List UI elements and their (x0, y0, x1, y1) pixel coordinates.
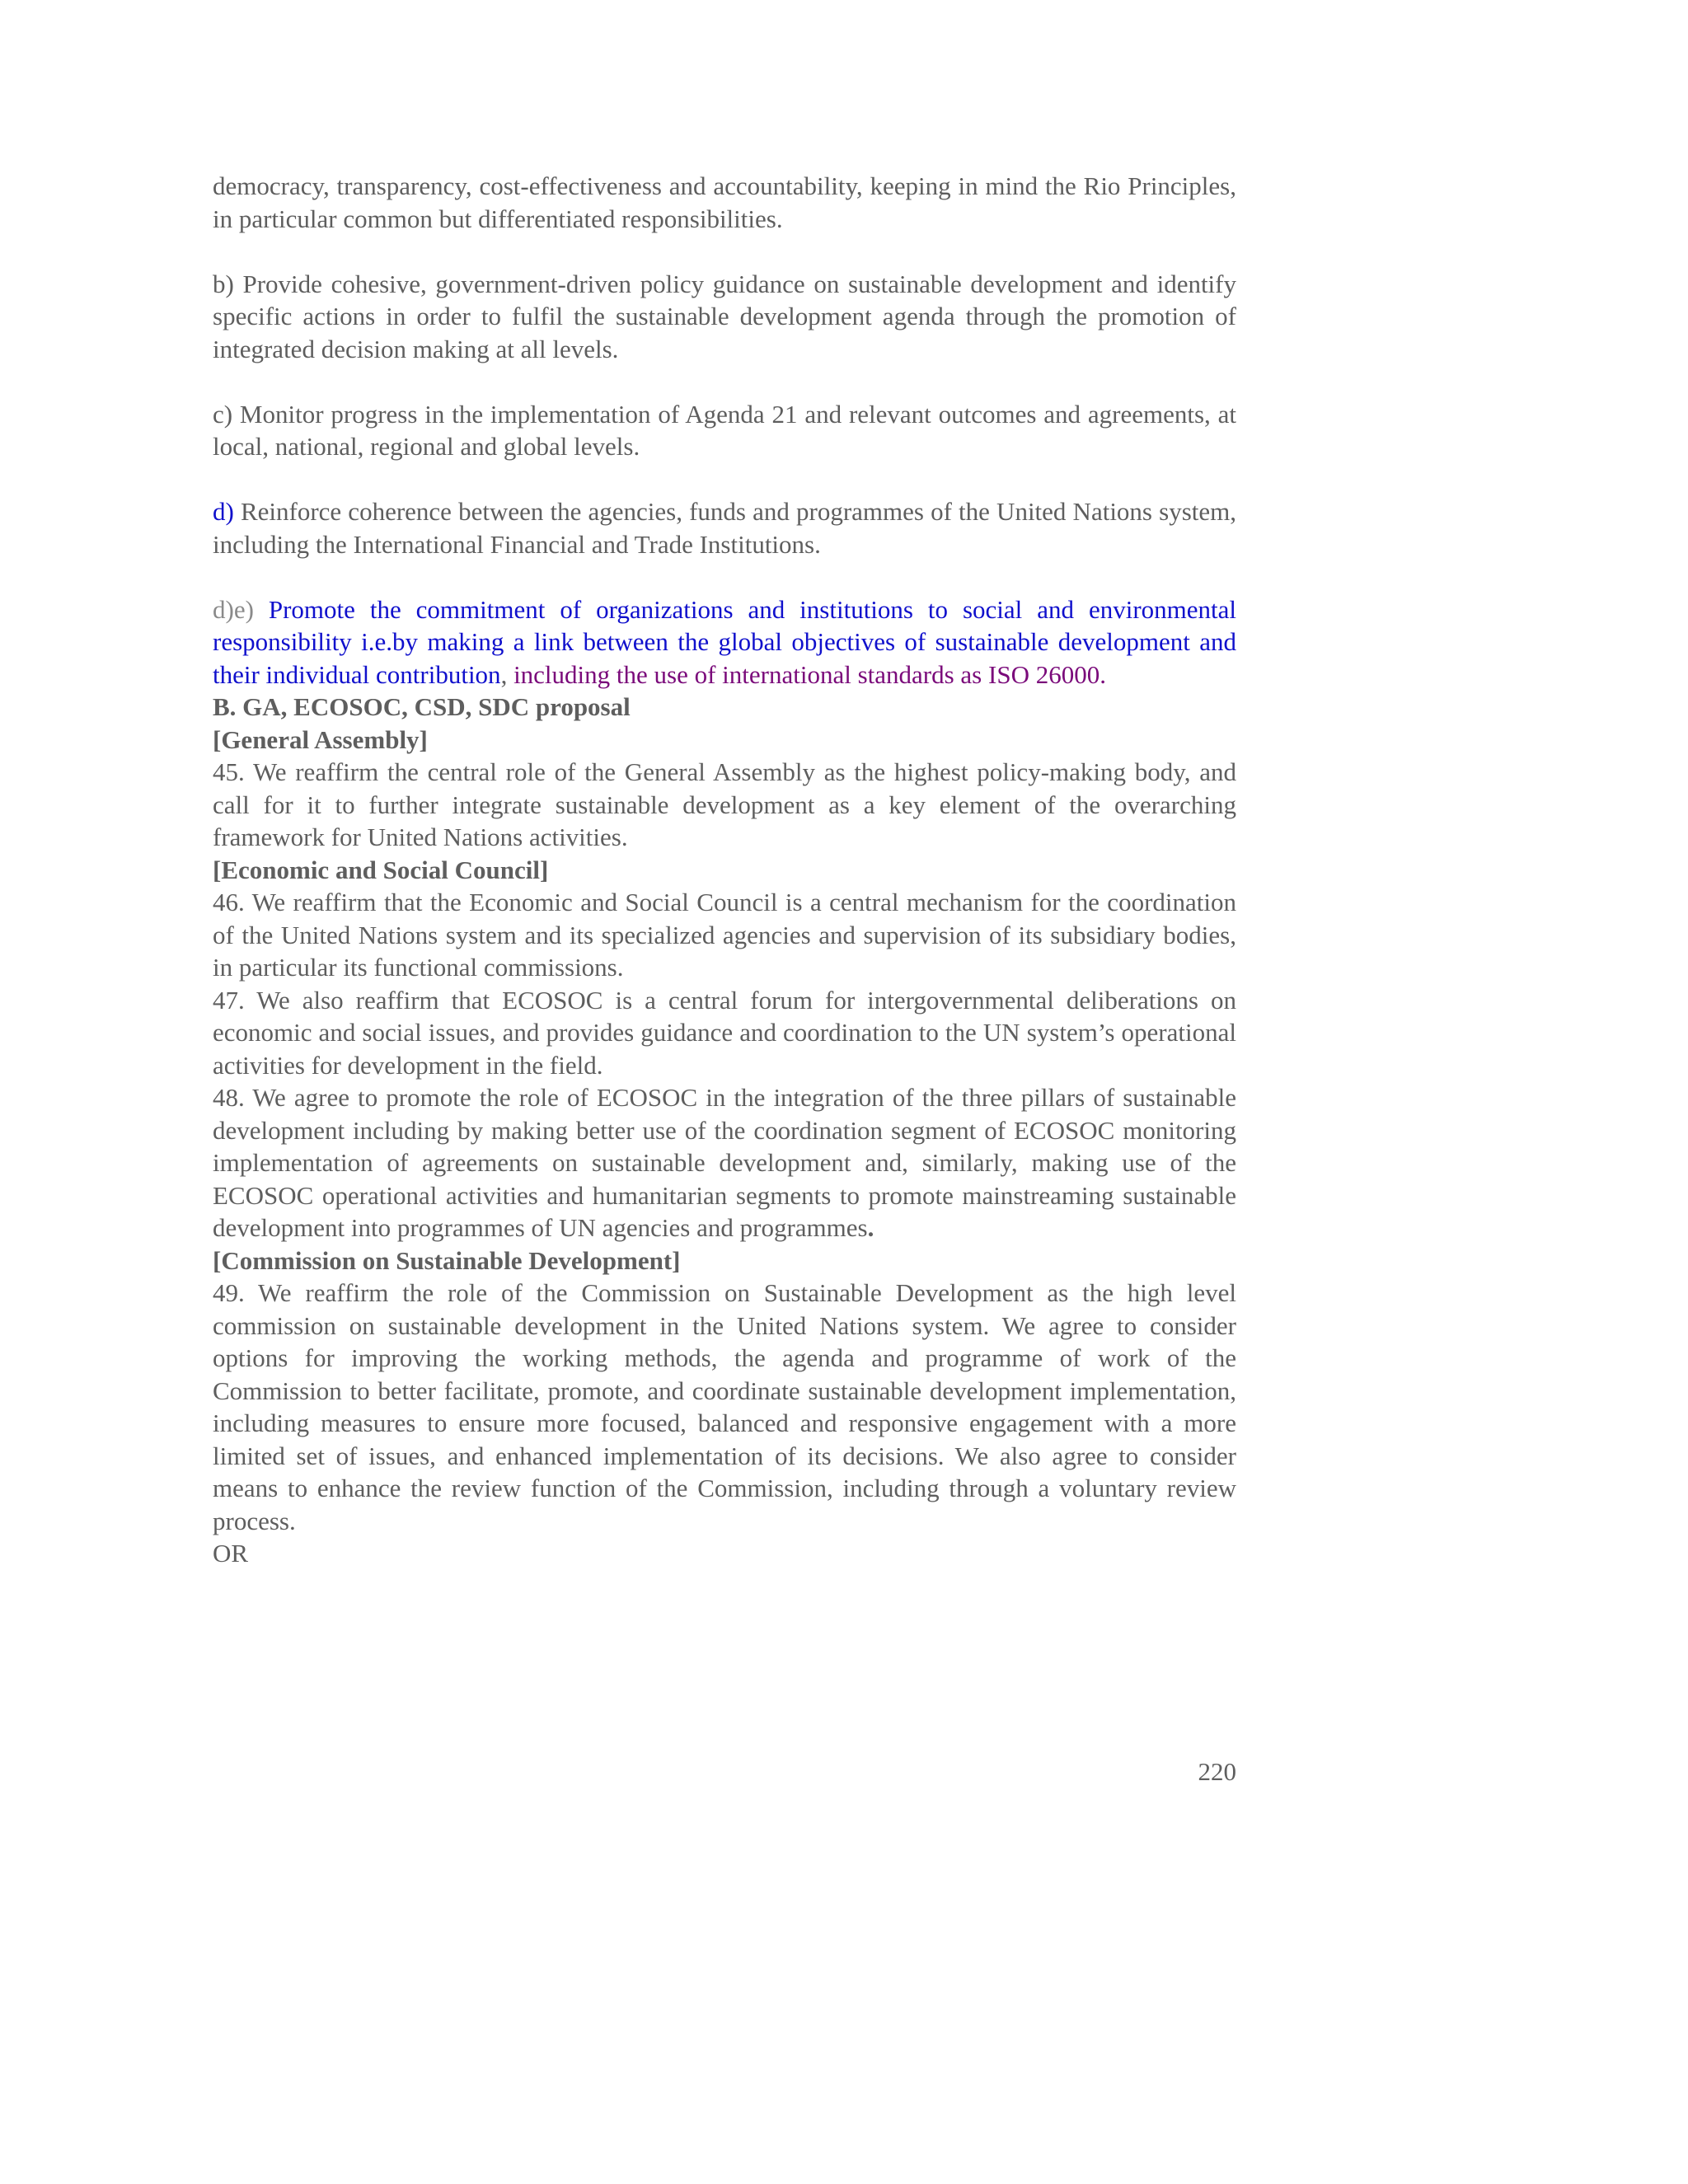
paragraph-e-comma: , (500, 659, 514, 689)
paragraph-e-inserted-text: Promote the commitment of organizations and institutions to social and environmental responsibility i.e.by making a link between the global objectives of sustainable development and their individual contribution (213, 594, 1236, 689)
ecosoc-heading: [Economic and Social Council] (213, 855, 549, 884)
paragraph-48-period: . (867, 1213, 874, 1242)
general-assembly-heading: [General Assembly] (213, 724, 428, 754)
paragraph-48 (213, 1081, 1236, 1244)
paragraph-47: 47. We also reaffirm that ECOSOC is a central forum for intergovernmental deliberations on economic and social issues, and provides guidance and coordination to the UN system’s operational activities for development in the field. (213, 985, 1236, 1080)
paragraph-e-label: d)e) (213, 594, 269, 624)
paragraph-b: b) Provide cohesive, government-driven policy guidance on sustainable development and identify specific actions in order to fulfil the sustainable development agenda through the promotion of integrated decision making at all levels. (213, 269, 1236, 363)
paragraph-d-label: d) (213, 497, 234, 526)
or-text: OR (213, 1539, 249, 1568)
paragraph-49: 49. We reaffirm the role of the Commission on Sustainable Development as the high level commission on sustainable development in the United Nations system. We agree to consider options for improving the working methods, the agenda and programme of work of the Commission to better facilitate, promote, and coordinate sustainable development implementation, including measures to ensure more focused, balanced and responsive engagement with a more limited set of issues, and enhanced implementation of its decisions. We also agree to consider means to enhance the review function of the Commission, including through a voluntary review process. (213, 1278, 1236, 1535)
paragraph-intro: democracy, transparency, cost-effectiveness and accountability, keeping in mind the Rio Principles, in particular common but differentiated responsibilities. (213, 171, 1236, 233)
document-page (213, 170, 1236, 1570)
paragraph-e-inserted-text-2: including the use of international standards as ISO 26000. (513, 659, 1106, 689)
paragraph-48-text: 48. We agree to promote the role of ECOSOC in the integration of the three pillars of sustainable development including by making better use of the coordination segment of ECOSOC monitoring implementation of agreements on sustainable development and, similarly, making use of the ECOSOC operational activities and humanitarian segments to promote mainstreaming sustainable development into programmes of UN agencies and programmes (213, 1083, 1236, 1242)
paragraph-d-text: Reinforce coherence between the agencies, funds and programmes of the United Nations system, including the International Financial and Trade Institutions. (213, 497, 1236, 559)
page-number: 220 (1198, 1757, 1236, 1786)
section-heading: B. GA, ECOSOC, CSD, SDC proposal (213, 692, 631, 721)
paragraph-45: 45. We reaffirm the central role of the General Assembly as the highest policy-making body, and call for it to further integrate sustainable development as a key element of the overarching framework for United Nations activities. (213, 757, 1236, 851)
csd-heading: [Commission on Sustainable Development] (213, 1245, 681, 1275)
paragraph-e (213, 593, 1236, 691)
paragraph-c: c) Monitor progress in the implementation of Agenda 21 and relevant outcomes and agreements, at local, national, regional and global levels. (213, 399, 1236, 461)
paragraph-d (213, 495, 1236, 560)
paragraph-46: 46. We reaffirm that the Economic and Social Council is a central mechanism for the coordination of the United Nations system and its specialized agencies and supervision of its subsidiary bodies, in particular its functional commissions. (213, 888, 1236, 982)
